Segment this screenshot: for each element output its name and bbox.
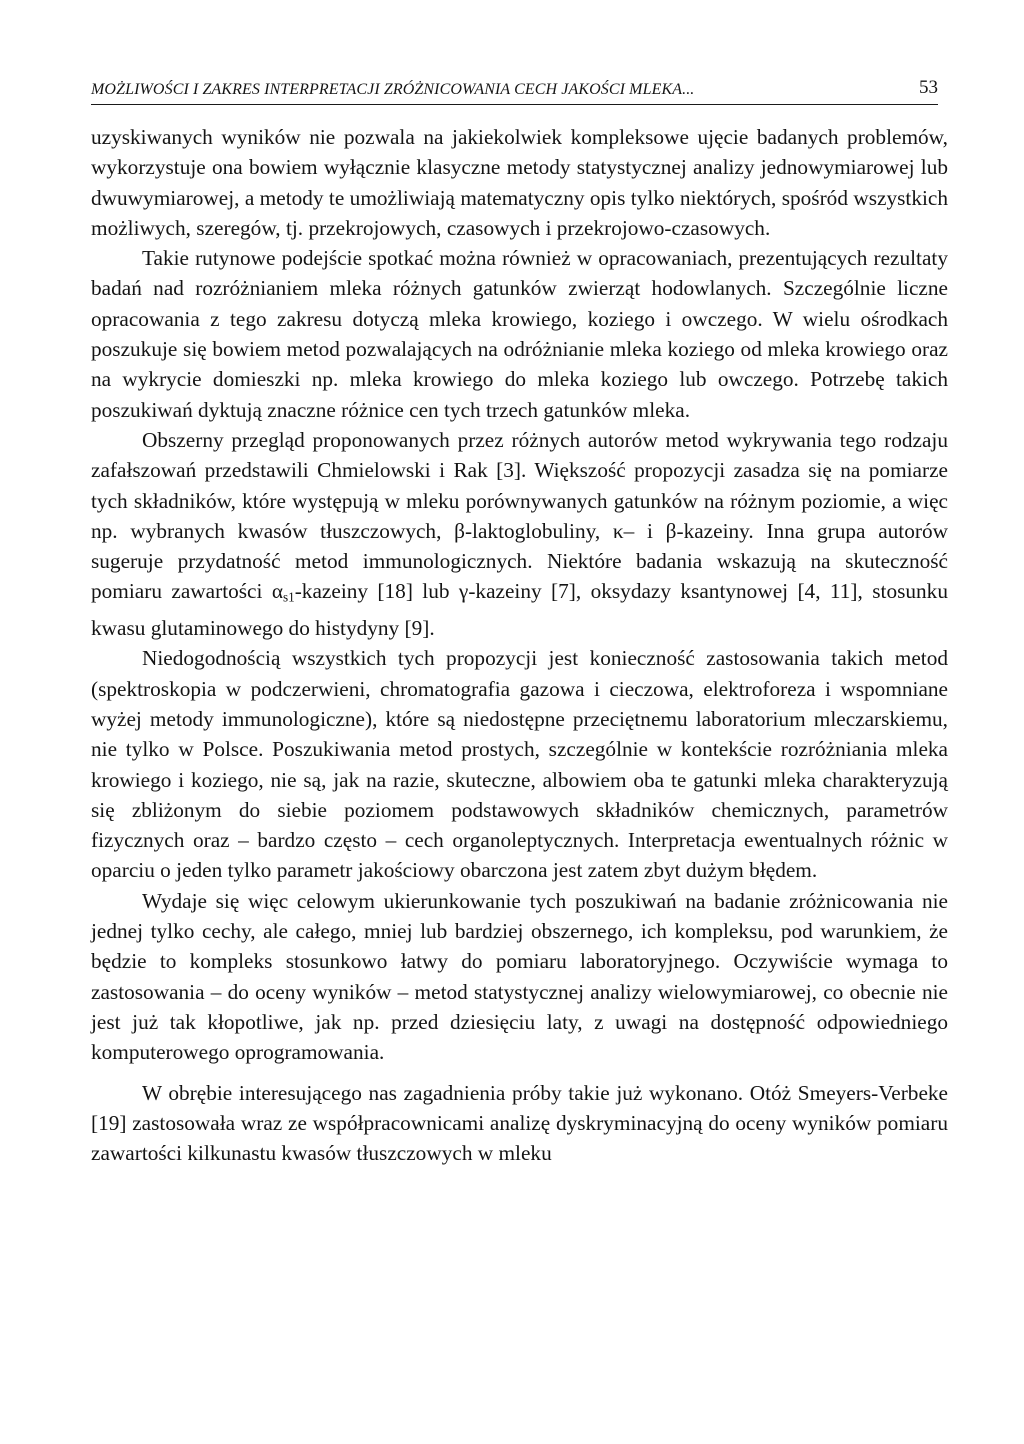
paragraph: Niedogodnością wszystkich tych propozycji jest konieczność zastosowania takich metod (spektroskopia w podczerwieni, chromatografia gazowa i cieczowa, elektroforeza i wspomniane wyżej metody immunologiczne), które są niedostępne przeciętnemu laboratorium mleczarskiemu, nie tylko w Polsce. Poszukiwania metod prostych, szczególnie w kontekście rozróżniania mleka krowiego i koziego, nie są, jak na razie, skuteczne, albowiem oba te gatunki mleka charakteryzują się zbliżonym do siebie poziomem podstawowych składników chemicznych, parametrów fizycznych oraz – bardzo często – cech organoleptycznych. Interpretacja ewentualnych różnic w oparciu o jeden tylko parametr jakościowy obarczona jest zatem zbyt dużym błędem. [91, 646, 948, 883]
running-title: MOŻLIWOŚCI I ZAKRES INTERPRETACJI ZRÓŻNICOWANIA CECH JAKOŚCI MLEKA... [91, 81, 695, 98]
body-text [91, 122, 948, 1168]
paragraph: Wydaje się więc celowym ukierunkowanie tych poszukiwań na badanie zróżnicowania nie jednej tylko cechy, ale całego, mniej lub bardziej obszernego, ich kompleksu, pod warunkiem, że będzie to kompleks stosunkowo łatwy do pomiaru laboratoryjnego. Oczywiście wymaga to zastosowania – do oceny wyników – metod statystycznej analizy wielowymiarowej, co obecnie nie jest już tak kłopotliwe, jak np. przed dziesięciu laty, z uwagi na dostępność odpowiedniego komputerowego oprogramowania. [91, 888, 948, 1065]
paragraph [91, 425, 948, 643]
paragraph-text: Obszerny przegląd proponowanych przez różnych autorów metod wykrywania tego rodzaju zafałszowań przedstawili Chmielowski i Rak [3]. Większość propozycji zasadza się na pomiarze tych składników, które występują w mleku porównywanych gatunków na różnym poziomie, a więc np. wybranych kwasów tłuszczowych, β-laktoglobuliny, κ– i β-kazeiny. Inna grupa autorów sugeruje przydatność metod immunologicznych. Niektóre badania wskazują na skuteczność pomiaru zawartości α [91, 427, 948, 604]
subscript: s1 [282, 589, 295, 605]
paragraph-text: -kazeiny [18] lub γ-kazeiny [7], oksydazy ksantynowej [4, 11], stosunku kwasu glutaminowego do histydyny [9]. [91, 579, 948, 641]
paragraph: Takie rutynowe podejście spotkać można również w opracowaniach, prezentujących rezultaty badań nad rozróżnianiem mleka różnych gatunków zwierząt hodowlanych. Szczególnie liczne opracowania z tego zakresu dotyczą mleka krowiego, koziego i owczego. W wielu ośrodkach poszukuje się bowiem metod pozwalających na odróżnianie mleka koziego od mleka krowiego oraz na wykrycie domieszki np. mleka krowiego do mleka koziego lub owczego. Potrzebę takich poszukiwań dyktują znaczne różnice cen tych trzech gatunków mleka. [91, 246, 948, 422]
page-number: 53 [919, 77, 938, 98]
paragraph: W obrębie interesującego nas zagadnienia próby takie już wykonano. Otóż Smeyers-Verbeke [19] zastosowała wraz ze współpracownicami analizę dyskryminacyjną do oceny wyników pomiaru zawartości kilkunastu kwasów tłuszczowych w mleku [91, 1080, 948, 1166]
paragraph: uzyskiwanych wyników nie pozwala na jakiekolwiek kompleksowe ujęcie badanych problemów, wykorzystuje ona bowiem wyłącznie klasyczne metody statystycznej analizy jednowymiarowej lub dwuwymiarowej, a metody te umożliwiają matematyczny opis tylko niektórych, spośród wszystkich możliwych, szeregów, tj. przekrojowych, czasowych i przekrojowo-czasowych. [91, 125, 948, 240]
running-header [91, 70, 938, 105]
